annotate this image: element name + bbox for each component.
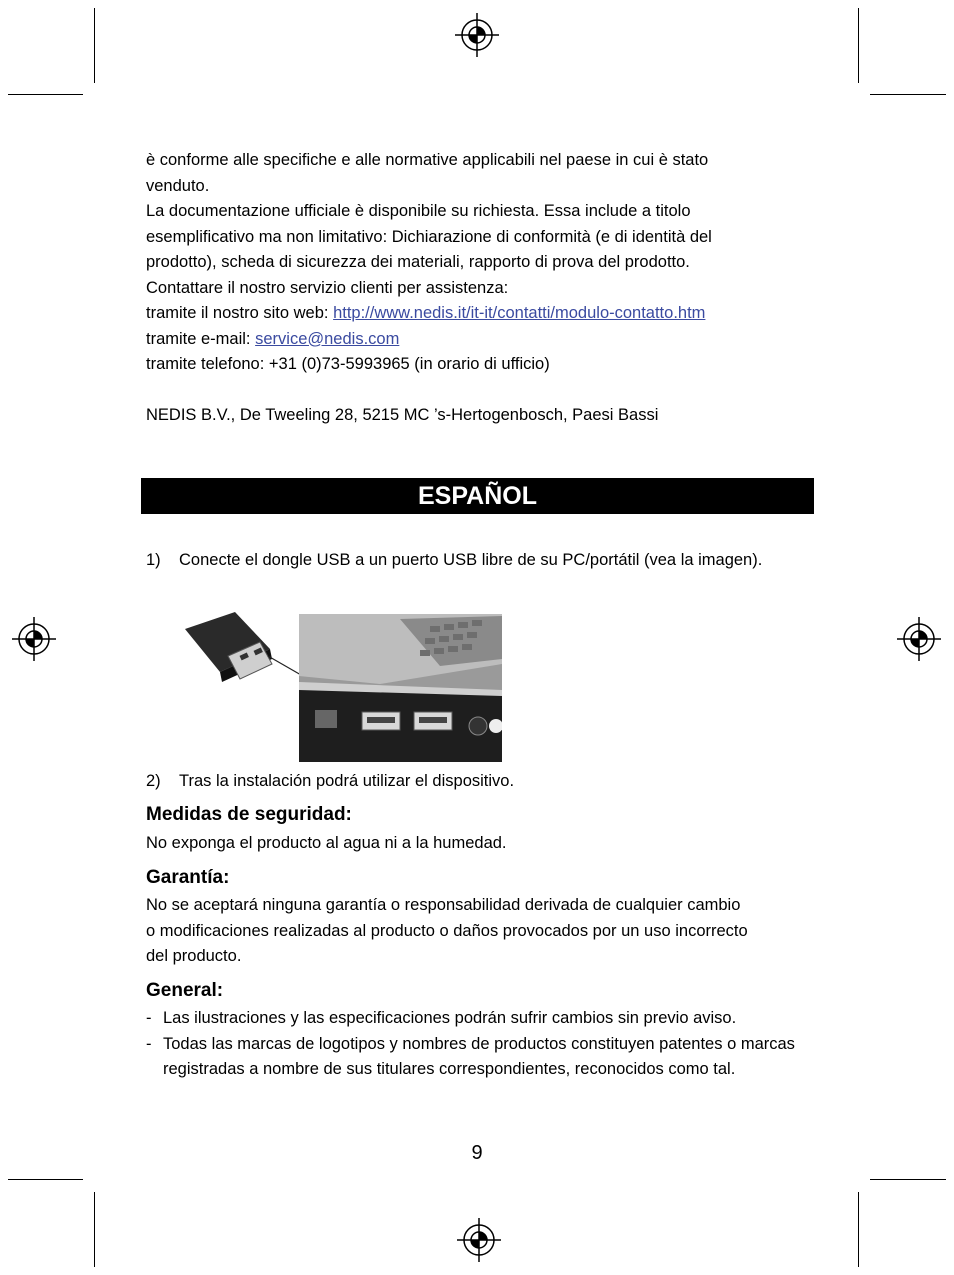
step-text: Conecte el dongle USB a un puerto USB libre de su PC/portátil (vea la imagen). [179, 551, 763, 569]
step-text: Tras la instalación podrá utilizar el dispositivo. [179, 772, 515, 790]
safety-text: No exponga el producto al agua ni a la humedad. [146, 834, 507, 852]
web-link[interactable]: http://www.nedis.it/it-it/contatti/modulo-contatto.htm [333, 304, 706, 322]
warranty-line: del producto. [146, 947, 242, 965]
crop-mark [858, 1192, 859, 1267]
crop-mark [870, 1179, 946, 1180]
registration-mark-icon [455, 13, 499, 57]
registration-mark-icon [897, 617, 941, 661]
warranty-section [146, 866, 816, 970]
bullet-text: Las ilustraciones y las especificaciones podrán sufrir cambios sin previo aviso. [163, 1009, 737, 1027]
registration-mark-icon [12, 617, 56, 661]
email-contact-line [146, 327, 826, 353]
usb-dongle-icon [185, 612, 272, 682]
safety-section [146, 803, 816, 857]
laptop-ports-photo [299, 614, 502, 762]
list-item [146, 769, 816, 795]
list-item [146, 548, 816, 574]
crop-mark [8, 94, 83, 95]
safety-heading: Medidas de seguridad: [146, 804, 352, 825]
step-list [146, 769, 816, 795]
italian-line: esemplificativo ma non limitativo: Dichiarazione di conformità (e di identità del [146, 227, 712, 246]
general-heading: General: [146, 980, 224, 1001]
email-label: tramite e-mail: [146, 329, 256, 348]
bullet-dash: - [146, 1009, 152, 1027]
section-heading-espanol: ESPAÑOL [141, 478, 814, 514]
email-link[interactable]: service@nedis.com [255, 329, 400, 348]
italian-line: prodotto), scheda di sicurezza dei materiali, rapporto di prova del prodotto. [146, 253, 690, 271]
crop-mark [94, 8, 95, 83]
list-item [146, 1006, 816, 1032]
italian-line: La documentazione ufficiale è disponibile su richiesta. Essa include a titolo [146, 202, 691, 220]
list-item [146, 1032, 816, 1083]
warranty-heading: Garantía: [146, 867, 230, 888]
bullet-text: Todas las marcas de logotipos y nombres de productos constituyen patentes o marcas registradas a nombre de sus titulares correspondientes, reconocidos como tal. [163, 1034, 795, 1078]
company-address: NEDIS B.V., De Tweeling 28, 5215 MC ’s-Hertogenbosch, Paesi Bassi [146, 406, 659, 424]
registration-mark-icon [457, 1218, 501, 1262]
italian-line: è conforme alle specifiche e alle normative applicabili nel paese in cui è stato [146, 151, 709, 169]
warranty-line: No se aceptará ninguna garantía o responsabilidad derivada de cualquier cambio [146, 896, 741, 914]
crop-mark [858, 8, 859, 83]
italian-line: venduto. [146, 176, 210, 195]
page-number: 9 [471, 1142, 483, 1164]
warranty-line: o modificaciones realizadas al producto o daños provocados por un uso incorrecto [146, 921, 748, 940]
web-contact-line [146, 301, 826, 327]
step-number: 2) [146, 772, 161, 790]
italian-section [146, 148, 826, 429]
crop-mark [8, 1179, 83, 1180]
crop-mark [94, 1192, 95, 1267]
web-label: tramite il nostro sito web: [146, 304, 334, 322]
step-number: 1) [146, 551, 161, 569]
crop-mark [870, 94, 946, 95]
italian-line: Contattare il nostro servizio clienti per assistenza: [146, 278, 509, 297]
general-section [146, 979, 816, 1083]
usb-dongle-laptop-illustration [180, 604, 502, 762]
step-list [146, 548, 816, 574]
phone-contact-line: tramite telefono: +31 (0)73-5993965 (in orario di ufficio) [146, 355, 550, 373]
bullet-dash: - [146, 1034, 152, 1053]
